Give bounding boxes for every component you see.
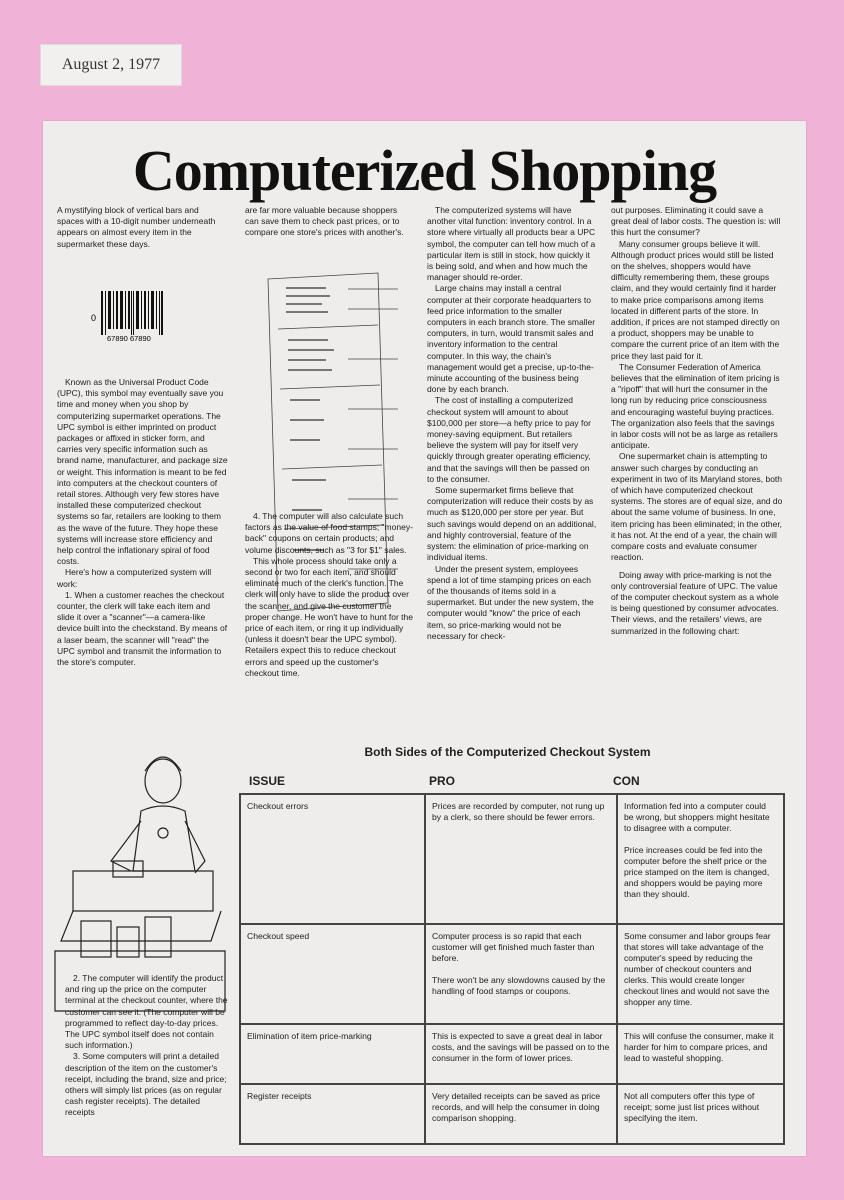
con-cell: Not all computers offer this type of receipt; some just list prices without specifying the item. bbox=[617, 1084, 784, 1144]
col3-paragraph-5: Under the present system, employees spend a lot of time stamping prices on each of the thousands of items sold in a supermarket. But under the new system, the computer would "know" the price of each item, so price-marking would not be necessary for check- bbox=[427, 563, 594, 641]
barcode-prefix: 0 bbox=[91, 313, 97, 323]
col4-paragraph-2: Many consumer groups believe it will. Although product prices would still be listed on the shelves, shoppers would have difficulty remembering them, these groups claim, and they would certainly find it harder to make price comparisons among items located in different parts of the store. In addition, if prices are not stamped directly on a product, shoppers may be unable to compare the current price of an item with the price they last paid for it. bbox=[611, 238, 780, 361]
pro-cell: Prices are recorded by computer, not rung up by a clerk, so there should be fewer errors. bbox=[425, 794, 617, 924]
pro-cell bbox=[425, 924, 617, 1024]
col2-paragraph-2: This whole process should take only a second or two for each item, and should eliminate much of the clerk's function. The clerk will only have to slide the product over the scanner, and give the customer the proper change. He won't have to hunt for the price of each item, or ring it up individually (unless it doesn't bear the UPC symbol). Retailers expect this to reduce checkout errors and speed up the customer's checkout time. bbox=[245, 555, 413, 678]
col3-paragraph-4: Some supermarket firms believe that computerization will reduce their costs by as much as $120,000 per store per year. But such savings would depend on an additional, and highly controversial, feature of the system: the elimination of price-marking on individual items. bbox=[427, 485, 597, 563]
comparison-table bbox=[239, 793, 785, 1145]
pro-text-1: Computer process is so rapid that each customer will get finished much faster than before. bbox=[432, 931, 595, 963]
column-2-body bbox=[245, 511, 413, 679]
column-2-top bbox=[245, 205, 411, 239]
col1-paragraph-3: 1. When a customer reaches the checkout counter, the clerk will take each item and slide it over a "scanner"—a camera-like device built into the checkstand. By means of a laser beam, the scanner will "read" the UPC symbol and transmit the information to the store's computer. bbox=[57, 589, 228, 668]
column-3 bbox=[427, 205, 597, 642]
table-row bbox=[240, 924, 784, 1024]
con-cell bbox=[617, 794, 784, 924]
article-page bbox=[43, 121, 806, 1156]
col3-paragraph-2: Large chains may install a central computer at their corporate headquarters to feed price information to the smaller computers in each branch store. The smaller computers, in turn, would transmit sales and inventory information to the central computer. In this way, the chain's management would get a precise, up-to-the-minute accounting of the business being done by each branch. bbox=[427, 283, 596, 395]
issue-cell: Register receipts bbox=[240, 1084, 425, 1144]
con-text-2: Price increases could be fed into the computer before the shelf price or the price stamped on the item is changed, and shoppers would be paying more than they should. bbox=[624, 845, 770, 899]
col4-paragraph-5: Doing away with price-marking is not the only controversial feature of UPC. The value of the computer checkout system as a whole is being questioned by consumer advocates. Their views, and the retailers' views, are summarized in the following chart: bbox=[611, 569, 779, 636]
pro-cell: Very detailed receipts can be saved as price records, and will help the consumer in doing comparison shopping. bbox=[425, 1084, 617, 1144]
barcode-icon bbox=[101, 291, 163, 335]
headline: Computerized Shopping bbox=[132, 138, 717, 203]
col1-paragraph-5: 3. Some computers will print a detailed description of the item on the customer's receipt, including the brand, size and price; others will simply list prices (as on regular cash register receipts). The detailed receipts bbox=[65, 1051, 227, 1118]
column-1 bbox=[57, 205, 225, 250]
con-cell: This will confuse the consumer, make it harder for him to compare prices, and lead to wasteful shopping. bbox=[617, 1024, 784, 1084]
table-row bbox=[240, 1084, 784, 1144]
col4-paragraph-1: out purposes. Eliminating it could save a great deal of labor costs. The question is: will this hurt the consumer? bbox=[611, 205, 781, 238]
col1-paragraph-4: 2. The computer will identify the product and ring up the price on the computer terminal at the checkout counter, where the customer can see it. (The computer will be programmed to reflect day-to-day prices. The UPC symbol itself does not contain such information.) bbox=[65, 973, 228, 1051]
barcode-number: 67890 67890 bbox=[107, 334, 151, 343]
con-text-1: Information fed into a computer could be wrong, but shoppers might hesitate to disagree with a computer. bbox=[624, 801, 770, 833]
upc-barcode bbox=[51, 291, 181, 351]
issue-cell: Checkout errors bbox=[240, 794, 425, 924]
col4-paragraph-4: One supermarket chain is attempting to answer such charges by conducting an experiment in two of its Maryland stores, both of which have computerized checkout systems. The stores are of equal size, and do about the same volume of business. In one, item pricing has been eliminated; in the other, it has not. At the end of a year, the chain will compare costs and evaluate consumer reaction. bbox=[611, 451, 783, 563]
column-1-lower bbox=[65, 973, 231, 1119]
table-row bbox=[240, 1024, 784, 1084]
pro-cell: This is expected to save a great deal in labor costs, and the savings will be passed on to the consumer in the form of lower prices. bbox=[425, 1024, 617, 1084]
col4-paragraph-3: The Consumer Federation of America believes that the elimination of item pricing is a "ripoff" that will hurt the consumer in the long run by reducing price consciousness and encouraging wasteful buying practices. The organization also feels that the savings in labor costs will not be as large as retailers anticipate. bbox=[611, 361, 780, 451]
table-row bbox=[240, 794, 784, 924]
col1-paragraph-2: Here's how a computerized system will work: bbox=[57, 567, 212, 589]
chart-header-pro: PRO bbox=[429, 774, 456, 788]
chart-header-issue: ISSUE bbox=[249, 774, 286, 788]
column-4 bbox=[611, 205, 783, 637]
col2-paragraph-1: 4. The computer will also calculate such factors as the value of food stamps; "money-back" coupons on certain products; and volume discounts, such as "3 for $1" sales. bbox=[245, 511, 413, 555]
col2-top-paragraph: are far more valuable because shoppers can save them to check past prices, or to compare one store's prices with another's. bbox=[245, 205, 404, 238]
date-label: August 2, 1977 bbox=[40, 44, 182, 86]
con-cell: Some consumer and labor groups fear that stores will take advantage of the computer's speed by reducing the number of checkout counters and clerks. This would create longer checkout lines and would not save the shopper any time. bbox=[617, 924, 784, 1024]
intro-paragraph: A mystifying block of vertical bars and spaces with a 10-digit number underneath appears on almost every item in the supermarket these days. bbox=[57, 205, 216, 249]
chart-header-con: CON bbox=[613, 774, 640, 788]
col3-paragraph-3: The cost of installing a computerized checkout system will amount to about $100,000 per store—a hefty price to pay for money-saving equipment. But retailers believe the system will pay for itself very quickly through greater operating efficiency, and that the savings will then be passed on to the consumer. bbox=[427, 395, 591, 484]
chart-title: Both Sides of the Computerized Checkout System bbox=[364, 745, 651, 759]
issue-cell: Elimination of item price-marking bbox=[240, 1024, 425, 1084]
issue-cell: Checkout speed bbox=[240, 924, 425, 1024]
column-1-body bbox=[57, 377, 229, 668]
col3-paragraph-1: The computerized systems will have another vital function: inventory control. In a store where virtually all products bear a UPC symbol, the computer can tell how much of a particular item is still in stock, how quickly it is being sold, and when and how much the manager should re-order. bbox=[427, 205, 596, 283]
col1-paragraph-1: Known as the Universal Product Code (UPC), this symbol may eventually save you time and money when you shop by computerizing supermarket operations. The UPC symbol is either imprinted on product packages or affixed in sticker form, and carries very specific information such as brand name, manufacturer, and package size or weight. This information is meant to be fed into computers at the checkout counters of retail stores. Although very few stores have installed these computerized checkout systems so far, retailers are looking to them as the wave of the future. They hope these systems will increase store efficiency and help control the inflationary spiral of food costs. bbox=[57, 377, 228, 567]
pro-text-2: There won't be any slowdowns caused by the handling of food stamps or coupons. bbox=[432, 975, 606, 996]
